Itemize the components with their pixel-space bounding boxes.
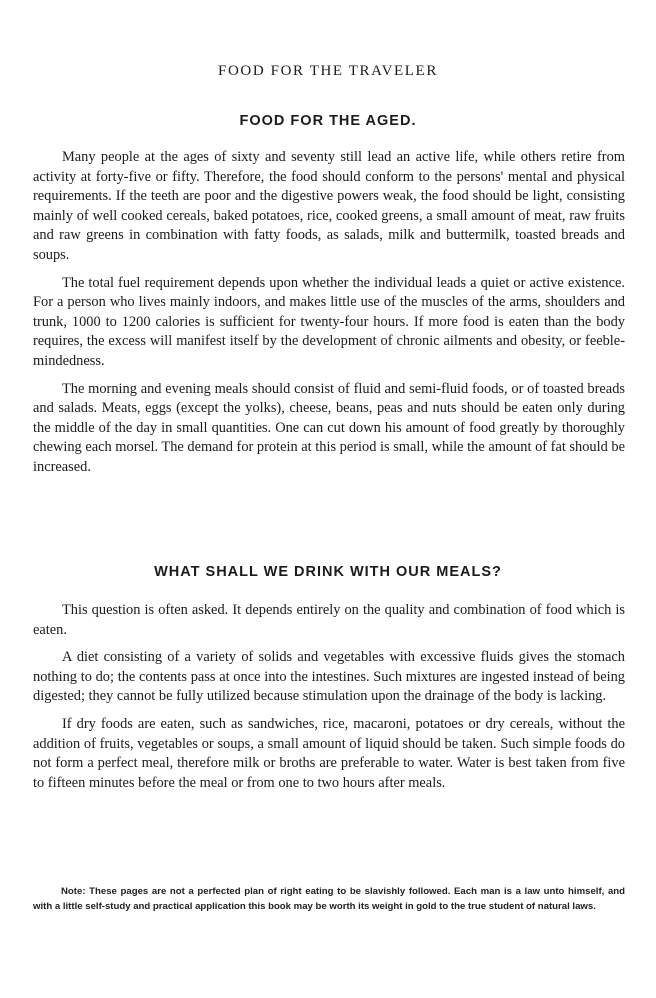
paragraph: The morning and evening meals should consist of fluid and semi-fluid foods, or of toasted breads and salads. Meats, eggs (except the yolks), cheese, beans, peas and nuts should be eaten only during the middle of the day in small quantities. One can cut down his amount of food greatly by thoroughly chewing each morsel. The demand for protein at this period is small, while the amount of fat should be increased. bbox=[33, 380, 625, 475]
paragraph: This question is often asked. It depends entirely on the quality and combination of food which is eaten. bbox=[33, 602, 625, 638]
section-title-what-shall-we-drink: WHAT SHALL WE DRINK WITH OUR MEALS? bbox=[154, 564, 502, 580]
section-body-food-for-the-aged bbox=[33, 148, 625, 486]
paragraph: The total fuel requirement depends upon whether the individual leads a quiet or active existence. For a person who lives mainly indoors, and makes little use of the muscles of the arms, shoulders and trunk, 1000 to 1200 calories is sufficient for twenty-four hours. If more food is eaten than the body requires, the excess will manifest itself by the development of chronic ailments and obesity, or feeble-mindedness. bbox=[33, 274, 625, 369]
footnote bbox=[33, 885, 625, 914]
note-text: These pages are not a perfected plan of right eating to be slavishly followed. Each man is a law unto himself, and with a little self-study and practical application this book may be worth its weight in gold to the true student of natural laws. bbox=[33, 886, 625, 912]
note-label: Note: bbox=[61, 886, 86, 897]
running-head: FOOD FOR THE TRAVELER bbox=[218, 63, 438, 79]
paragraph: If dry foods are eaten, such as sandwiches, rice, macaroni, potatoes or dry cereals, without the addition of fruits, vegetables or soups, a small amount of liquid should be taken. Such simple foods do not form a perfect meal, therefore milk or broths are preferable to water. Water is best taken from five to fifteen minutes before the meal or from one to two hours after meals. bbox=[33, 715, 625, 791]
section-body-what-shall-we-drink bbox=[33, 601, 625, 801]
paragraph: A diet consisting of a variety of solids and vegetables with excessive fluids gives the stomach nothing to do; the contents pass at once into the intestines. Such mixtures are ingested instead of being digested; they cannot be fully utilized because stimulation upon the drainage of the body is lacking. bbox=[33, 649, 625, 705]
paragraph: Many people at the ages of sixty and seventy still lead an active life, while others retire from activity at forty-five or fifty. Therefore, the food should conform to the persons' mental and physical requirements. If the teeth are poor and the digestive powers weak, the food should be light, consisting mainly of well cooked cereals, baked potatoes, rice, cooked greens, a small amount of meat, raw fruits and raw greens in combination with fatty foods, as salads, milk and buttermilk, toasted breads and soups. bbox=[33, 149, 625, 263]
section-title-food-for-the-aged: FOOD FOR THE AGED. bbox=[239, 113, 417, 129]
